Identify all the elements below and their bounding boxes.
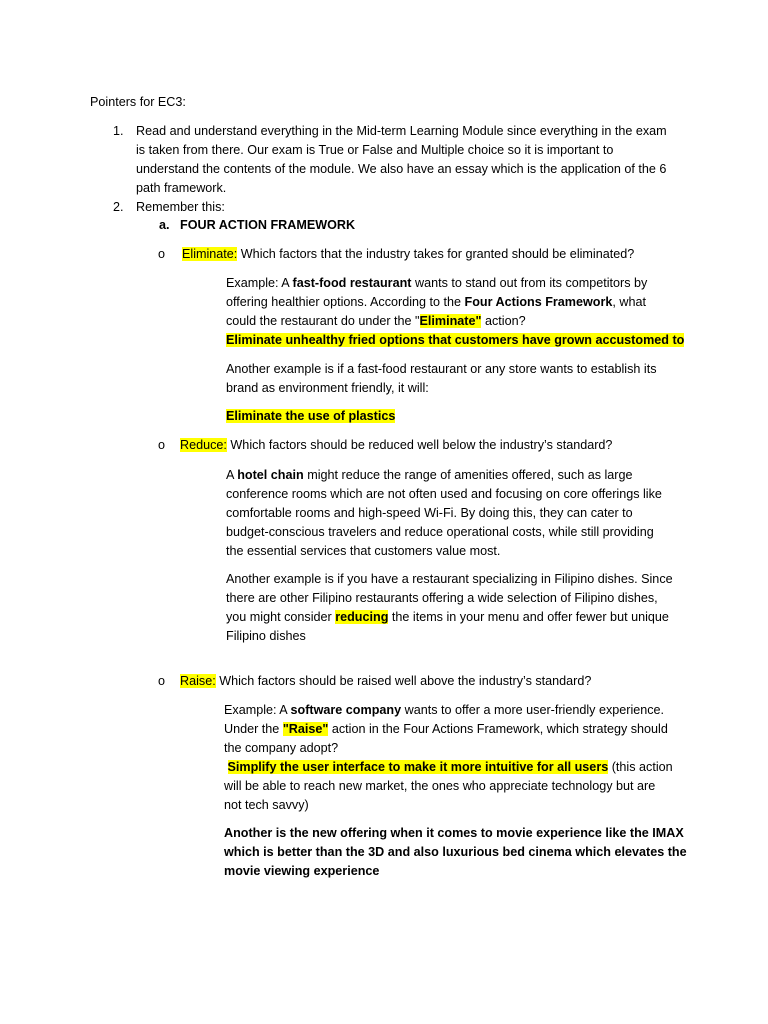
bullet-eliminate: o: [158, 247, 166, 261]
raise-line: [180, 672, 591, 691]
section-title: FOUR ACTION FRAMEWORK: [180, 218, 356, 232]
section-letter: a.: [159, 218, 170, 232]
page-heading: Pointers for EC3:: [90, 95, 186, 109]
list-item-1-line: understand the contents of the module. We also have an essay which is the application of the 6: [136, 162, 667, 176]
eliminate-question: Which factors that the industry takes for granted should be eliminated?: [240, 247, 635, 261]
eliminate-example-2: Another example is if a fast-food restaurant or any store wants to establish its brand as environment friendly, it will:: [226, 362, 657, 395]
eliminate-example-1: Example: A fast-food restaurant wants to stand out from its competitors by offering healthier options. According to the Four Actions Framework, what could the restaurant do under the "Eliminate" action? Eliminate unhealthy fried options that customers have grown accustomed to: [226, 276, 685, 347]
reduce-example-1: A hotel chain might reduce the range of amenities offered, such as large conference rooms which are not often used and focusing on core offerings like comfortable rooms and high-speed Wi-Fi. By doing this, they can cater to budget-conscious travelers and reduce operational costs, while still providing the essential services that customers value most.: [226, 468, 662, 558]
eliminate-answer-1: Eliminate unhealthy fried options that customers have grown accustomed to: [226, 333, 685, 347]
raise-answer: Simplify the user interface to make it more intuitive for all users: [227, 760, 609, 774]
eliminate-line: [182, 245, 634, 264]
reduce-label: Reduce:: [180, 438, 227, 452]
raise-example-1: Example: A software company wants to offer a more user-friendly experience. Under the "Raise" action in the Four Actions Framework, which strategy should the company adopt? Simplify the user interface to make it more intuitive for all users (this action will be able to reach new market, the ones who appreciate technology but are not tech savvy): [224, 703, 673, 812]
reduce-example-2: Another example is if you have a restaurant specializing in Filipino dishes. Since there are other Filipino restaurants offering a wide selection of Filipino dishes, you might consider reducing the items in your menu and offer fewer but unique Filipino dishes: [226, 572, 673, 643]
reduce-question: Which factors should be reduced well below the industry’s standard?: [230, 438, 613, 452]
bullet-reduce: o: [158, 438, 166, 452]
list-number-1: 1.: [113, 124, 124, 138]
reduce-line: [180, 436, 612, 455]
raise-question: Which factors should be raised well above the industry’s standard?: [219, 674, 592, 688]
list-item-1-line: Read and understand everything in the Mid-term Learning Module since everything in the exam: [136, 124, 667, 138]
list-item-1-line: is taken from there. Our exam is True or False and Multiple choice so it is important to: [136, 143, 614, 157]
list-number-2: 2.: [113, 200, 124, 214]
eliminate-answer-2: Eliminate the use of plastics: [226, 409, 396, 423]
raise-label: Raise:: [180, 674, 216, 688]
list-item-1-line: path framework.: [136, 181, 227, 195]
list-item-1: [136, 122, 667, 198]
eliminate-label: Eliminate:: [182, 247, 238, 261]
raise-example-2: Another is the new offering when it comes to movie experience like the IMAX which is better than the 3D and also luxurious bed cinema which elevates the movie viewing experience: [224, 826, 687, 878]
list-item-2: Remember this:: [136, 200, 225, 214]
bullet-raise: o: [158, 674, 166, 688]
